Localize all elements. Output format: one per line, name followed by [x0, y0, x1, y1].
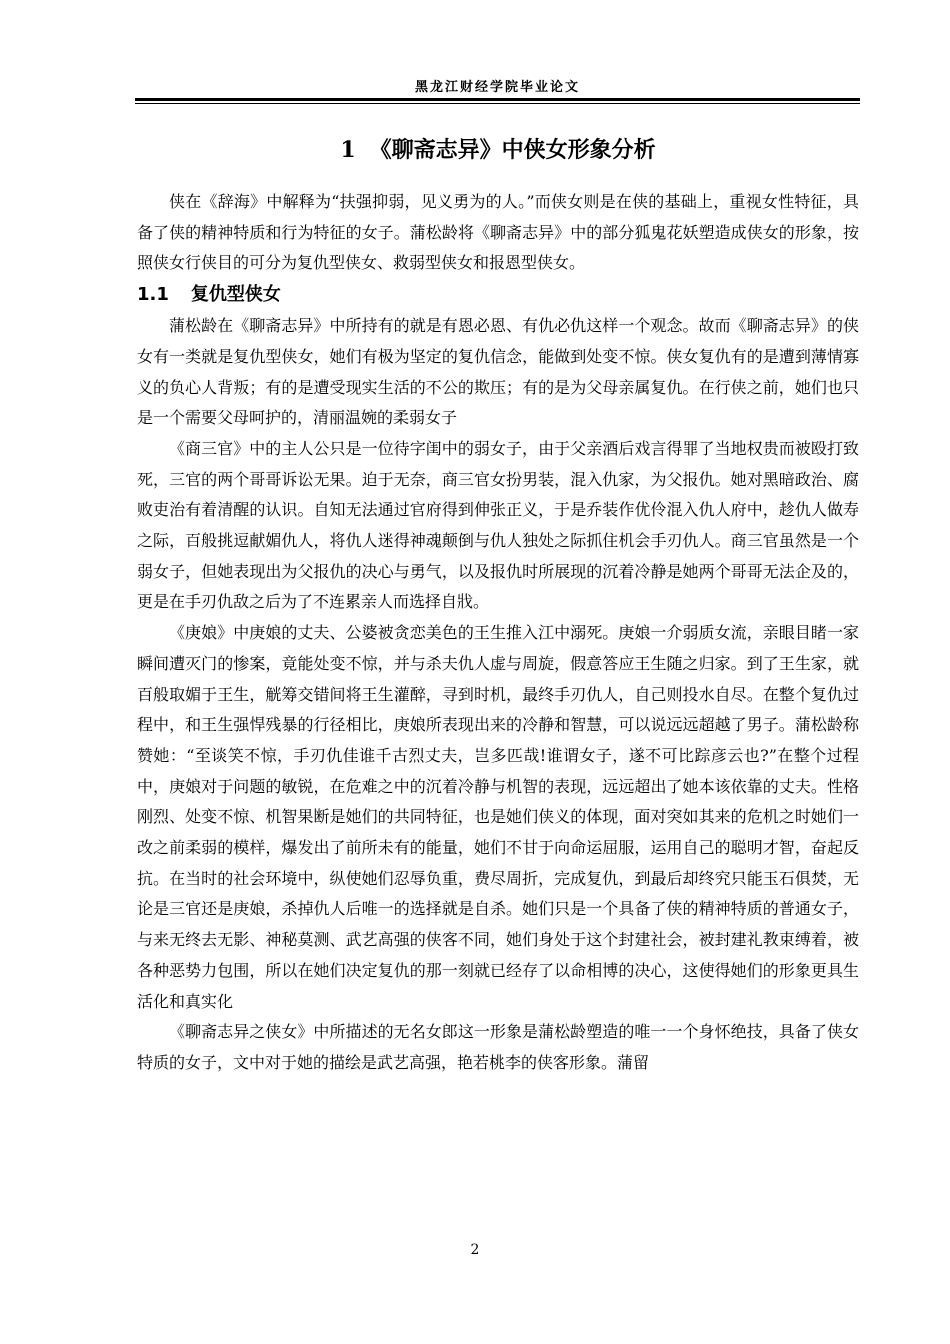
header-rule-thin — [135, 103, 860, 104]
body-paragraph: 蒲松龄在《聊斋志异》中所持有的就是有恩必恩、有仇必仇这样一个观念。故而《聊斋志异》的侠女有一类就是复仇型侠女，她们有极为坚定的复仇信念，能做到处变不惊。侠女复仇有的是遭到薄情寡义的负心人背叛；有的是遭受现实生活的不公的欺压；有的是为父母亲属复仇。在行侠之前，她们也只是一个需要父母呵护的，清丽温婉的柔弱女子 — [137, 316, 859, 428]
body-paragraph: 《商三官》中的主人公只是一位待字闺中的弱女子，由于父亲酒后戏言得罪了当地权贵而被殴打致死，三官的两个哥哥诉讼无果。迫于无奈，商三官女扮男装，混入仇家，为父报仇。她对黑暗政治、腐败吏治有着清醒的认识。自知无法通过官府得到伸张正义，于是乔装作优伶混入仇人府中，趁仇人做寿之际，百般挑逗献媚仇人，将仇人迷得神魂颠倒与仇人独处之际抓住机会手刃仇人。商三官虽然是一个弱女子，但她表现出为父报仇的决心与勇气，以及报仇时所展现的沉着冷静是她两个哥哥无法企及的，更是在手刃仇敌之后为了不连累亲人而选择自戕。 — [137, 438, 859, 612]
running-header: 黑龙江财经学院毕业论文 — [414, 80, 580, 95]
chapter-number: 1 — [340, 137, 356, 163]
chapter-title — [137, 130, 859, 171]
page-content — [137, 130, 859, 1079]
section-title: 复仇型侠女 — [190, 284, 281, 306]
header-rule-thick — [135, 98, 860, 101]
section-heading — [137, 279, 859, 311]
section-number: 1.1 — [137, 284, 169, 306]
chapter-title-text: 《聊斋志异》中侠女形象分析 — [369, 138, 656, 163]
page-number: 2 — [470, 1242, 480, 1258]
body-paragraph: 《聊斋志异之侠女》中所描述的无名女郎这一形象是蒲松龄塑造的唯一一个身怀绝技，具备了侠女特质的女子，文中对于她的描绘是武艺高强，艳若桃李的侠客形象。蒲留 — [137, 1022, 859, 1072]
body-paragraph: 《庚娘》中庚娘的丈夫、公婆被贪恋美色的王生推入江中溺死。庚娘一介弱质女流，亲眼目睹一家瞬间遭灭门的惨案，竟能处变不惊，并与杀夫仇人虚与周旋，假意答应王生随之归家。到了王生家，就百般取媚于王生，觥筹交错间将王生灌醉，寻到时机，最终手刃仇人，自己则投水自尽。在整个复仇过程中，和王生强悍残暴的行径相比，庚娘所表现出来的冷静和智慧，可以说远远超越了男子。蒲松龄称赞她：“至谈笑不惊，手刃仇佳谁千古烈丈夫，岂多匹哉!谁谓女子，遂不可比踪彦云也?”在整个过程中，庚娘对于问题的敏锐，在危难之中的沉着冷静与机智的表现，远远超出了她本该依靠的丈夫。性格刚烈、处变不惊、机智果断是她们的共同特征，也是她们侠义的体现，面对突如其来的危机之时她们一改之前柔弱的模样，爆发出了前所未有的能量，她们不甘于向命运屈服，运用自己的聪明才智，奋起反抗。在当时的社会环境中，纵使她们忍辱负重，费尽周折，完成复仇，到最后却终究只能玉石俱焚，无论是三官还是庚娘，杀掉仇人后唯一的选择就是自杀。她们只是一个具备了侠的精神特质的普通女子，与来无终去无影、神秘莫测、武艺高强的侠客不同，她们身处于这个封建社会，被封建礼教束缚着，被各种恶势力包围，所以在她们决定复仇的那一刻就已经存了以命相博的决心，这使得她们的形象更具生活化和真实化 — [137, 623, 859, 1011]
intro-paragraph: 侠在《辞海》中解释为“扶强抑弱，见义勇为的人。”而侠女则是在侠的基础上，重视女性特征，具备了侠的精神特质和行为特征的女子。蒲松龄将《聊斋志异》中的部分狐鬼花妖塑造成侠女的形象，按照侠女行侠目的可分为复仇型侠女、救弱型侠女和报恩型侠女。 — [137, 192, 859, 273]
